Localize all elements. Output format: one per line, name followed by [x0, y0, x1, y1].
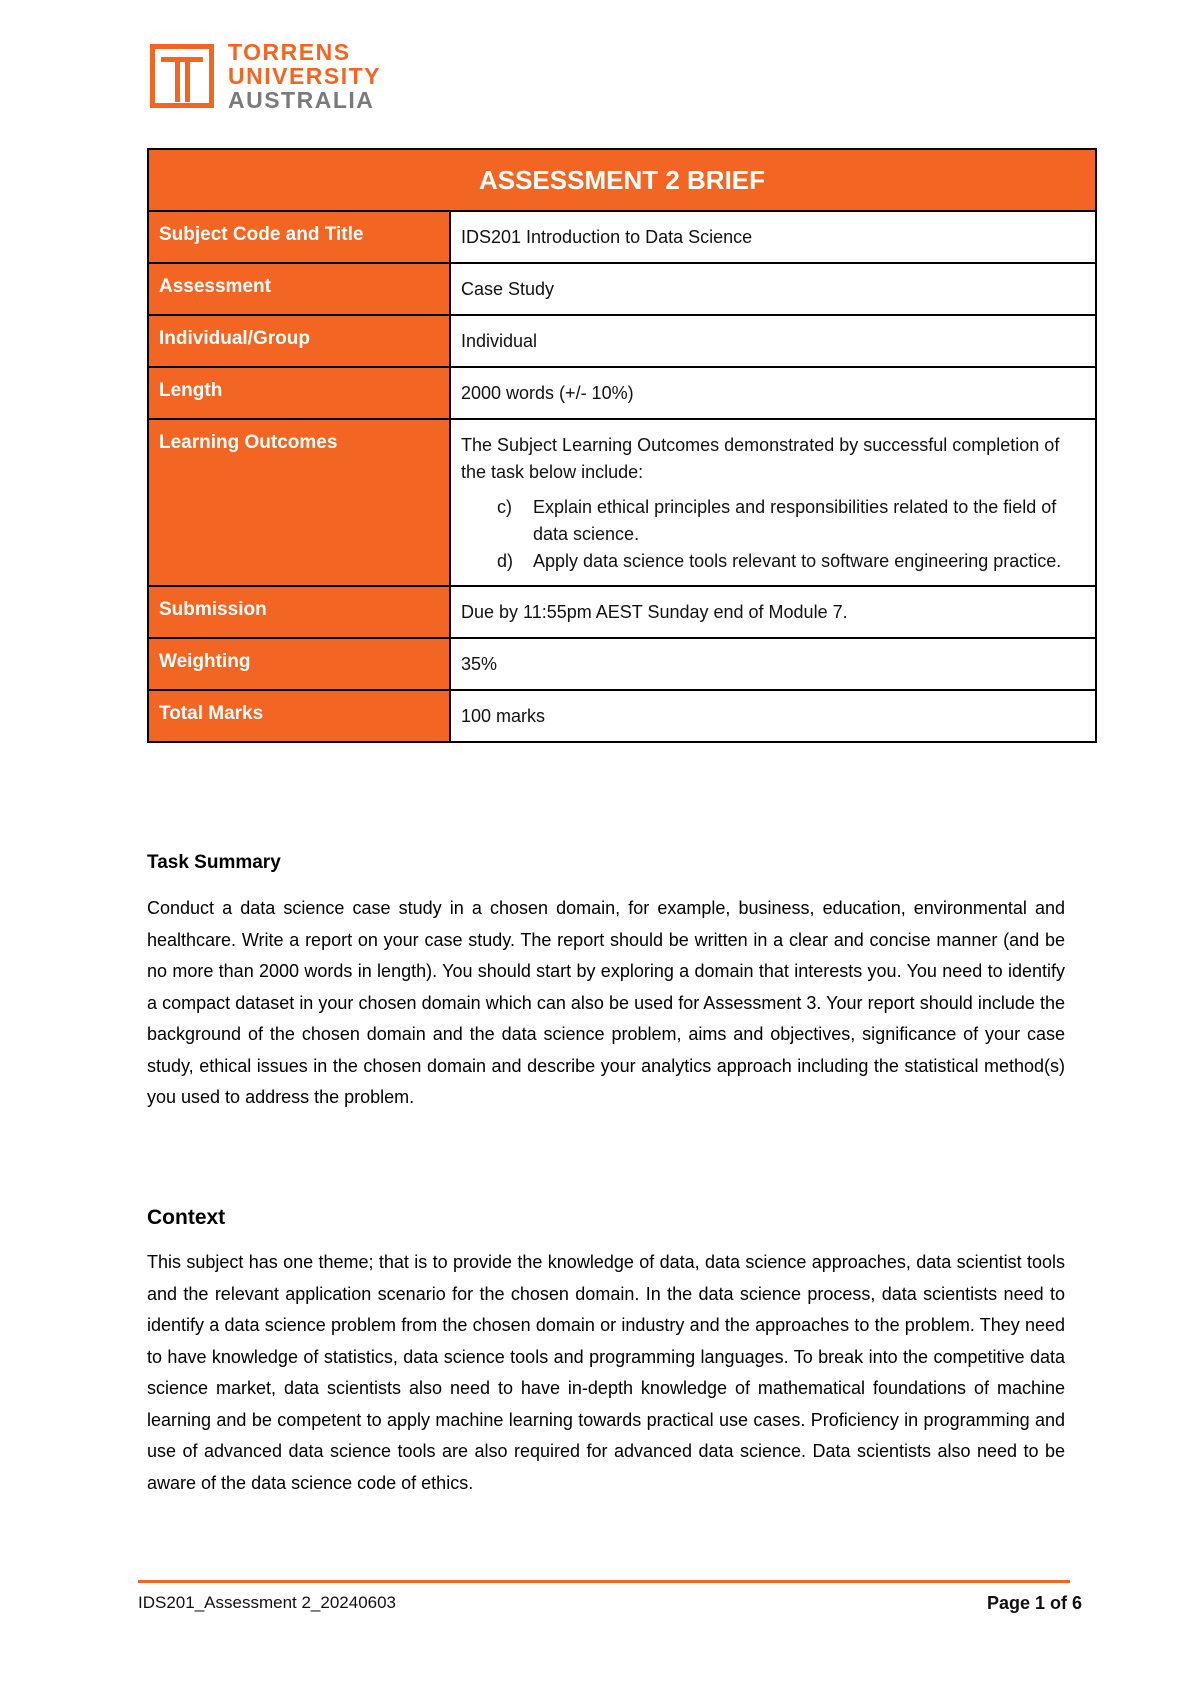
subject-row	[148, 211, 1096, 263]
assessment-row	[148, 263, 1096, 315]
outcomes-list	[461, 494, 1085, 575]
assessment-label: Assessment	[148, 263, 450, 315]
assessment-value: Case Study	[450, 263, 1096, 315]
marks-value: 100 marks	[450, 690, 1096, 742]
marks-row	[148, 690, 1096, 742]
logo-line-3: AUSTRALIA	[228, 87, 375, 113]
weighting-value: 35%	[450, 638, 1096, 690]
submission-label: Submission	[148, 586, 450, 638]
weighting-label: Weighting	[148, 638, 450, 690]
length-value: 2000 words (+/- 10%)	[450, 367, 1096, 419]
page-number: Page 1 of 6	[986, 1593, 1082, 1613]
list-item	[497, 548, 1085, 575]
assessment-brief-table	[147, 148, 1097, 743]
subject-label: Subject Code and Title	[148, 211, 450, 263]
logo-wordmark	[228, 40, 381, 112]
group-label: Individual/Group	[148, 315, 450, 367]
footer-doc-id: IDS201_Assessment 2_20240603	[138, 1593, 397, 1612]
footer-divider	[138, 1580, 1070, 1583]
group-value: Individual	[450, 315, 1096, 367]
context-body: This subject has one theme; that is to provide the knowledge of data, data science approaches, data scientist tools and the relevant application scenario for the chosen domain. In the data science process, data scientists need to identify a data science problem from the chosen domain or industry and the approaches to the problem. They need to have knowledge of statistics, data science tools and programming languages. To break into the competitive data science market, data scientists also need to have in-depth knowledge of mathematical foundations of machine learning and be competent to apply machine learning towards practical use cases. Proficiency in programming and use of advanced data science tools are also required for advanced data science. Data scientists also need to be aware of the data science code of ethics.	[147, 1252, 1065, 1493]
marks-label: Total Marks	[148, 690, 450, 742]
logo-mark-icon	[150, 44, 214, 108]
outcomes-intro: The Subject Learning Outcomes demonstrated by successful completion of the task below include:	[461, 435, 1060, 482]
weighting-row	[148, 638, 1096, 690]
task-summary-body: Conduct a data science case study in a chosen domain, for example, business, education, environmental and healthcare. Write a report on your case study. The report should be written in a clear and concise manner (and be no more than 2000 words in length). You should start by exploring a domain that interests you. You need to identify a compact dataset in your chosen domain which can also be used for Assessment 3. Your report should include the background of the chosen domain and the data science problem, aims and objectives, significance of your case study, ethical issues in the chosen domain and describe your analytics approach including the statistical method(s) you used to address the problem.	[147, 898, 1065, 1107]
list-marker: c)	[497, 497, 512, 517]
outcomes-label: Learning Outcomes	[148, 419, 450, 586]
outcomes-row	[148, 419, 1096, 586]
group-row	[148, 315, 1096, 367]
context-heading: Context	[147, 1206, 226, 1229]
length-label: Length	[148, 367, 450, 419]
list-marker: d)	[497, 551, 514, 571]
list-text: Explain ethical principles and responsibilities related to the field of data science.	[533, 497, 1057, 544]
submission-row	[148, 586, 1096, 638]
subject-value: IDS201 Introduction to Data Science	[450, 211, 1096, 263]
outcomes-value	[450, 419, 1096, 586]
list-text: Apply data science tools relevant to software engineering practice.	[533, 551, 1062, 571]
submission-value: Due by 11:55pm AEST Sunday end of Module 7.	[450, 586, 1096, 638]
brief-title: ASSESSMENT 2 BRIEF	[148, 149, 1096, 211]
university-logo	[150, 40, 381, 112]
list-item	[497, 494, 1085, 548]
logo-line-2: UNIVERSITY	[228, 63, 382, 89]
task-summary-heading: Task Summary	[147, 852, 281, 873]
logo-line-1: TORRENS	[228, 39, 351, 65]
length-row	[148, 367, 1096, 419]
